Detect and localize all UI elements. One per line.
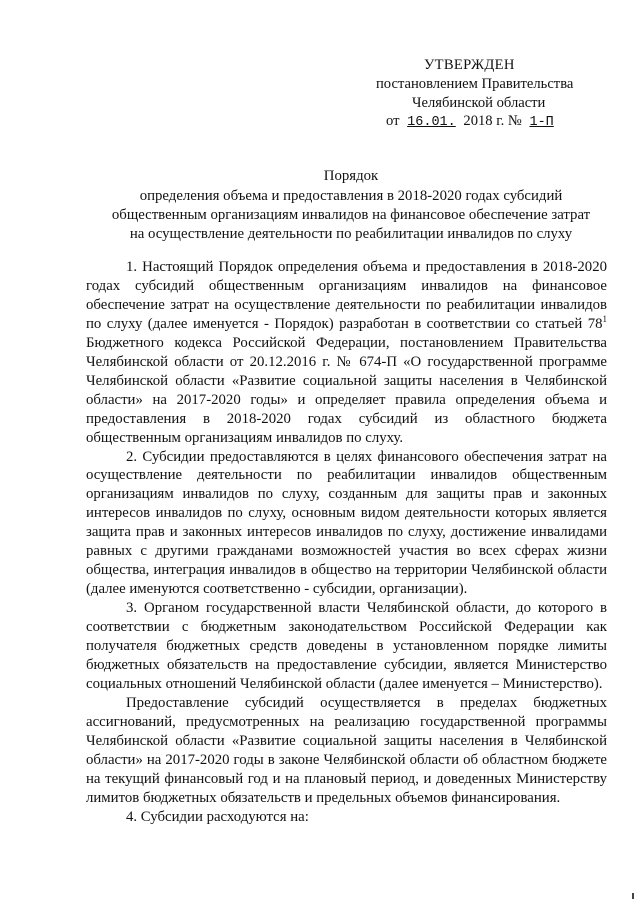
approval-region-line: Челябинской области xyxy=(412,94,546,111)
paragraph-1-part-b: Бюджетного кодекса Российской Федерации, постановлением Правительства Челябинской области от 20.12.2016 г. № 674-П «О государственной программе Челябинской области «Развитие социальной защиты населения в Челябинской области» на 2017-2020 годы» и определяет правила определения объема и предоставления в 2018-2020 годах субсидий из областного бюджета общественным организациям инвалидов по слуху. xyxy=(86,334,607,446)
document-title xyxy=(96,167,606,244)
approval-date-line xyxy=(372,112,612,133)
paragraph-5: 4. Субсидии расходуются на: xyxy=(126,808,309,825)
document-body xyxy=(86,258,607,827)
paragraph-1-part-a: 1. Настоящий Порядок определения объема и предоставления в 2018-2020 годах субсидий общественным организациям инвалидов на финансовое обеспечение затрат на осуществление деятельности по реабилитации инвалидов по слуху (далее именуется - Порядок) разработан в соответствии со статьей 78 xyxy=(86,259,607,332)
approval-stamp xyxy=(372,56,612,133)
page-edge-mark xyxy=(632,893,634,899)
paragraph-2: 2. Субсидии предоставляются в целях финансового обеспечения затрат на осуществление деятельности по реабилитации инвалидов общественным организациям инвалидов по слуху, созданным для защиты прав и законных интересов инвалидов по слуху, основным видом деятельности которых является защита прав и законных интересов инвалидов по слуху, достижение инвалидами равных с другими гражданами возможностей участия во всех сферах жизни общества, интеграция инвалидов в общество на территории Челябинской области (далее именуются соответственно - субсидии, организации). xyxy=(86,448,607,598)
handwritten-number: 1-П xyxy=(529,115,554,131)
approval-resolution-line: постановлением Правительства xyxy=(376,75,574,92)
date-prefix: от xyxy=(386,113,400,130)
title-subtitle-line-2: общественным организациям инвалидов на финансовое обеспечение затрат xyxy=(111,206,591,223)
year-number-label: 2018 г. № xyxy=(463,113,522,130)
title-subtitle-line-1: определения объема и предоставления в 2018-2020 годах субсидий xyxy=(139,187,563,204)
paragraph-3: 3. Органом государственной власти Челябинской области, до которого в соответствии с бюджетным законодательством Российской Федерации как получателя бюджетных средств доведены в установленном порядке лимиты бюджетных обязательств на предоставление субсидии, является Министерство социальных отношений Челябинской области (далее именуется – Министерство). xyxy=(86,600,607,692)
title-subtitle-line-3: на осуществление деятельности по реабилитации инвалидов по слуху xyxy=(129,225,573,242)
approval-heading: УТВЕРЖДЕН xyxy=(424,57,515,73)
handwritten-date: 16.01. xyxy=(407,115,456,131)
footnote-superscript: 1 xyxy=(602,313,607,324)
paragraph-1 xyxy=(86,258,607,448)
paragraph-4: Предоставление субсидий осуществляется в пределах бюджетных ассигнований, предусмотренных на реализацию государственной программы Челябинской области «Развитие социальной защиты населения в Челябинской области» на 2017-2020 годы в законе Челябинской области об областном бюджете на текущий финансовый год и на плановый период, и доведенных Министерству лимитов бюджетных обязательств и предельных объемов финансирования. xyxy=(86,694,607,806)
title-main: Порядок xyxy=(323,168,379,184)
